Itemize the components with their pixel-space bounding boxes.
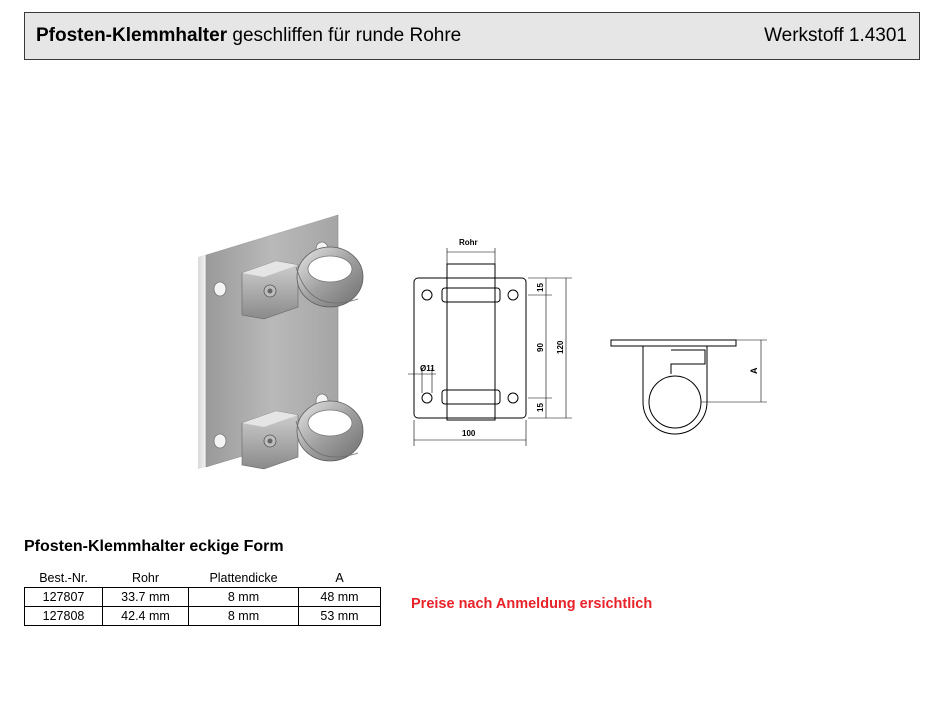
table-cell: 127808 [25,607,103,626]
dim-label-15-top: 15 [536,283,545,292]
dim-label-120: 120 [556,340,565,354]
side-view-drawing [605,330,775,440]
table-cell: 33.7 mm [103,588,189,607]
column-header: Rohr [103,570,189,588]
table-cell: 8 mm [189,607,299,626]
dim-label-hole: Ø11 [420,364,435,373]
product-title-bold: Pfosten-Klemmhalter [36,25,228,46]
front-view-drawing [400,228,580,448]
page-header [24,12,920,60]
price-note: Preise nach Anmeldung ersichtlich [411,596,653,612]
table-row [25,588,381,607]
table-cell: 53 mm [299,607,381,626]
product-photo [190,205,375,475]
table-cell: 42.4 mm [103,607,189,626]
spec-table [24,570,381,626]
table-cell: 48 mm [299,588,381,607]
material-label: Werkstoff 1.4301 [764,25,907,46]
table-header-row [25,570,381,588]
dim-label-15-bottom: 15 [536,403,545,412]
dim-label-rohr: Rohr [459,238,478,247]
column-header: Plattendicke [189,570,299,588]
dim-label-90: 90 [536,343,545,352]
dim-label-a: A [749,367,759,374]
column-header: A [299,570,381,588]
dim-label-100: 100 [462,429,476,438]
product-title [36,25,461,47]
table-row [25,607,381,626]
table-cell: 127807 [25,588,103,607]
section-title: Pfosten-Klemmhalter eckige Form [24,538,284,555]
product-title-rest: geschliffen für runde Rohre [232,25,462,46]
table-cell: 8 mm [189,588,299,607]
column-header: Best.-Nr. [25,570,103,588]
